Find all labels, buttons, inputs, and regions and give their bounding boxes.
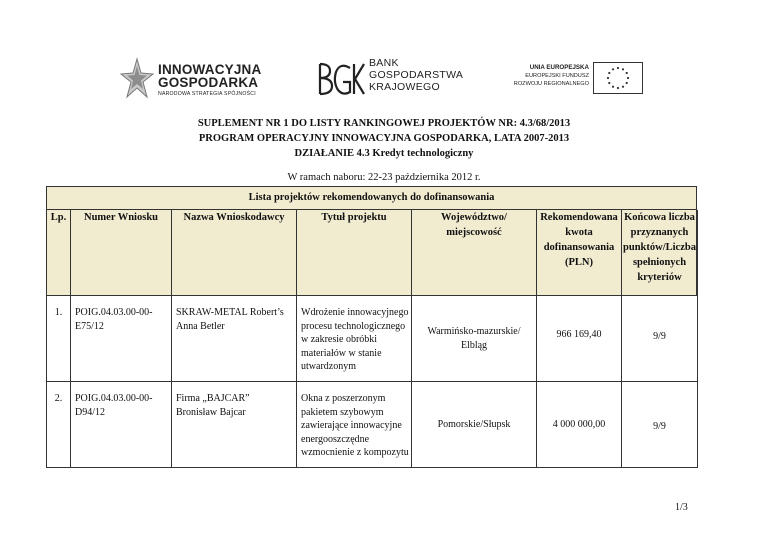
bgk-logo	[316, 55, 466, 105]
cell-kwota	[537, 296, 622, 382]
cell-nazwa	[172, 296, 297, 382]
projects-table	[46, 210, 698, 468]
logo-text-innowacyjna: INNOWACYJNA	[158, 62, 262, 77]
header-numer	[71, 210, 172, 296]
header-wojewodztwo	[412, 210, 537, 296]
header-nazwa-text: Nazwa Wnioskodawcy	[183, 212, 285, 223]
cell-nazwa-line1: SKRAW-METAL Robert’s	[176, 307, 284, 318]
bgk-text-krajowego: KRAJOWEGO	[369, 81, 440, 93]
cell-tytul	[297, 296, 412, 382]
recruitment-date: W ramach naboru: 22-23 października 2012 r.	[287, 172, 481, 183]
cell-lp	[47, 296, 71, 382]
header-kon-line5: kryteriów	[637, 272, 682, 283]
cell-tytul-line2: procesu technologicznego	[301, 320, 406, 332]
header-punkty	[622, 210, 698, 296]
eu-flag-icon	[593, 62, 643, 94]
cell-woj-line1: Warmińsko-mazurskie/	[427, 326, 521, 337]
cell-punkty	[622, 296, 698, 382]
cell-kwota-text: 4 000 000,00	[552, 418, 606, 430]
header-rek-line3: dofinansowania	[543, 242, 615, 253]
cell-tytul-line3: w zakresie obróbki	[301, 334, 378, 345]
header-kon-line4: spełnionych	[632, 257, 687, 268]
eu-text-union: UNIA EUROPEJSKA	[529, 64, 589, 71]
cell-tytul	[297, 382, 412, 468]
cell-punkty-text: 9/9	[653, 420, 666, 432]
bgk-monogram-icon	[316, 60, 366, 98]
logo-text-nss: NARODOWA STRATEGIA SPÓJNOŚCI	[158, 91, 256, 97]
document-heading	[0, 116, 768, 161]
bgk-text-gospodarstwa: GOSPODARSTWA	[369, 69, 464, 81]
eu-logo	[505, 62, 645, 94]
header-rek-line4: (PLN)	[565, 257, 593, 268]
eu-text-regional: ROZWOJU REGIONALNEGO	[513, 81, 589, 87]
table-header-row	[47, 210, 698, 296]
cell-nazwa	[172, 382, 297, 468]
logo-text-gospodarka: GOSPODARKA	[158, 75, 259, 90]
page-number: 1/3	[675, 502, 688, 513]
cell-numer	[71, 296, 172, 382]
cell-wojewodztwo	[412, 382, 537, 468]
header-tytul	[297, 210, 412, 296]
innowacyjna-gospodarka-logo	[120, 55, 270, 105]
cell-wojewodztwo	[412, 296, 537, 382]
header-woj-line1: Województwo/	[441, 212, 507, 223]
cell-punkty	[622, 382, 698, 468]
cell-tytul-line3: zawierające innowacyjne	[301, 420, 402, 431]
cell-punkty-text: 9/9	[653, 331, 666, 342]
heading-line-1: SUPLEMENT NR 1 DO LISTY RANKINGOWEJ PROJEKTÓW NR: 4.3/68/2013	[197, 118, 571, 129]
header-lp-text: Lp.	[50, 212, 67, 223]
header-kon-line1: Końcowa liczba	[624, 212, 695, 223]
bgk-text-bank: BANK	[369, 57, 399, 69]
heading-line-3: DZIAŁANIE 4.3 Kredyt technologiczny	[294, 148, 474, 159]
cell-kwota	[537, 382, 622, 468]
cell-lp-text: 1.	[54, 307, 63, 318]
cell-nazwa-line1: Firma „BAJCAR”	[176, 393, 250, 404]
cell-woj-line1: Pomorskie/Słupsk	[437, 418, 511, 430]
cell-tytul-line5: wzmocnienie z kompozytu	[301, 447, 409, 458]
heading-line-2: PROGRAM OPERACYJNY INNOWACYJNA GOSPODARKA, LATA 2007-2013	[198, 133, 570, 144]
cell-woj-line2: Elbląg	[460, 339, 488, 351]
cell-numer-line1: POIG.04.03.00-00-	[75, 393, 153, 404]
header-kwota	[537, 210, 622, 296]
cell-lp-text: 2.	[54, 393, 63, 404]
header-kon-line2: przyznanych	[630, 227, 689, 238]
cell-tytul-line2: pakietem szybowym	[301, 406, 384, 418]
cell-tytul-line1: Okna z poszerzonym	[301, 393, 386, 404]
table-row	[47, 296, 698, 382]
cell-numer-line1: POIG.04.03.00-00-	[75, 307, 153, 318]
header-numer-text: Numer Wniosku	[83, 212, 158, 223]
eu-text-fund: EUROPEJSKI FUNDUSZ	[525, 73, 589, 79]
cell-tytul-line5: utwardzonym	[301, 361, 356, 372]
header-nazwa	[172, 210, 297, 296]
cell-numer-line2: D94/12	[75, 406, 105, 418]
cell-tytul-line4: energooszczędne	[301, 433, 370, 445]
header-kon-line3: punktów/Liczba	[623, 242, 696, 253]
header-woj-line2: miejscowość	[446, 227, 502, 238]
innowacyjna-star-icon	[120, 57, 154, 99]
cell-lp	[47, 382, 71, 468]
header-lp	[47, 210, 71, 296]
header-rek-line1: Rekomendowana	[540, 212, 618, 223]
cell-nazwa-line2: Bronisław Bajcar	[176, 406, 246, 418]
header-rek-line2: kwota	[565, 227, 593, 238]
table-title: Lista projektów rekomendowanych do dofinansowania	[46, 186, 697, 210]
header-tytul-text: Tytuł projektu	[321, 212, 387, 223]
cell-kwota-text: 966 169,40	[556, 329, 602, 340]
cell-numer	[71, 382, 172, 468]
cell-nazwa-line2: Anna Betler	[176, 320, 225, 332]
cell-tytul-line1: Wdrożenie innowacyjnego	[301, 307, 409, 318]
cell-tytul-line4: materiałów w stanie	[301, 347, 382, 359]
table-row	[47, 382, 698, 468]
cell-numer-line2: E75/12	[75, 320, 104, 332]
